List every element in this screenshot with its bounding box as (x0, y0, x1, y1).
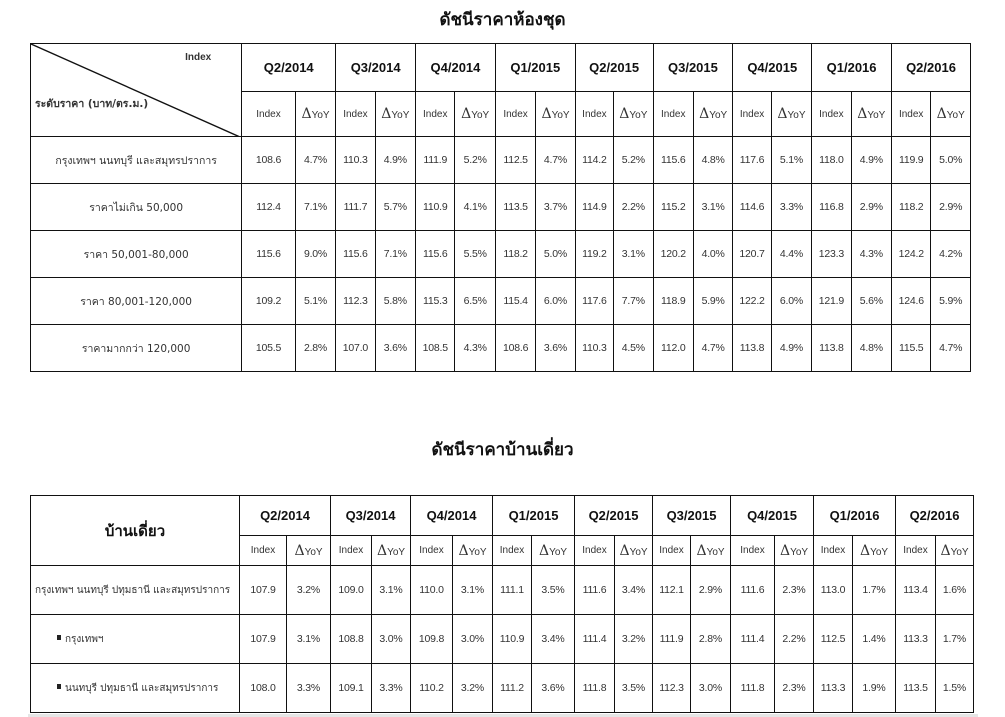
quarter-header: Q2/2015 (575, 496, 653, 536)
yoy-value: 4.2% (931, 231, 971, 278)
row-label (31, 566, 240, 615)
subheader-delta-yoy (536, 92, 575, 137)
index-value: 110.0 (411, 566, 453, 615)
yoy-value: 3.2% (453, 664, 493, 713)
index-value: 108.6 (495, 325, 535, 372)
index-value: 113.4 (896, 566, 936, 615)
yoy-value: 2.9% (931, 184, 971, 231)
yoy-value: 4.0% (693, 231, 732, 278)
index-value: 108.5 (416, 325, 455, 372)
yoy-label: YoY (471, 110, 490, 121)
yoy-label: YoY (709, 110, 728, 121)
table-row (31, 615, 974, 664)
yoy-value: 3.0% (453, 615, 493, 664)
corner-price-level-label: ระดับราคา (บาท/ตร.ม.) (35, 98, 149, 110)
yoy-value: 4.9% (375, 137, 415, 184)
yoy-value: 3.6% (375, 325, 415, 372)
delta-symbol: Δ (619, 106, 630, 122)
yoy-value: 6.0% (536, 278, 575, 325)
index-value: 115.2 (653, 184, 693, 231)
index-value: 109.8 (411, 615, 453, 664)
yoy-label: YoY (867, 110, 886, 121)
yoy-value: 7.7% (614, 278, 653, 325)
yoy-value: 2.9% (851, 184, 891, 231)
index-value: 121.9 (812, 278, 851, 325)
index-value: 111.1 (493, 566, 532, 615)
index-value: 110.3 (336, 137, 375, 184)
index-value: 107.9 (240, 615, 287, 664)
subheader-index: Index (653, 536, 691, 566)
subheader-index: Index (416, 92, 455, 137)
index-value: 111.2 (493, 664, 532, 713)
subheader-index: Index (733, 92, 771, 137)
index-value: 110.9 (493, 615, 532, 664)
yoy-value: 3.6% (536, 325, 575, 372)
yoy-value: 3.5% (615, 664, 653, 713)
subheader-delta-yoy (614, 92, 653, 137)
yoy-value: 5.9% (931, 278, 971, 325)
index-value: 109.2 (242, 278, 296, 325)
table-row (31, 664, 974, 713)
yoy-value: 3.7% (536, 184, 575, 231)
yoy-value: 3.1% (453, 566, 493, 615)
index-value: 115.6 (336, 231, 375, 278)
index-value: 107.9 (240, 566, 287, 615)
index-value: 112.5 (495, 137, 535, 184)
yoy-value: 1.9% (853, 664, 896, 713)
yoy-value: 5.5% (455, 231, 495, 278)
quarter-header: Q3/2015 (653, 496, 731, 536)
yoy-value: 4.7% (536, 137, 575, 184)
yoy-label: YoY (946, 110, 965, 121)
yoy-value: 4.3% (851, 231, 891, 278)
index-value: 111.6 (575, 566, 615, 615)
index-value: 112.3 (336, 278, 375, 325)
yoy-label: YoY (950, 546, 969, 558)
yoy-value: 3.1% (372, 566, 411, 615)
yoy-value: 9.0% (295, 231, 335, 278)
yoy-value: 2.9% (691, 566, 731, 615)
subheader-delta-yoy (771, 92, 811, 137)
yoy-value: 3.5% (532, 566, 575, 615)
subheader-index: Index (575, 92, 613, 137)
subheader-delta-yoy (453, 536, 493, 566)
index-value: 112.0 (653, 325, 693, 372)
subheader-index: Index (240, 536, 287, 566)
index-value: 115.3 (416, 278, 455, 325)
quarter-header: Q2/2014 (242, 44, 336, 92)
delta-symbol: Δ (859, 542, 871, 559)
delta-symbol: Δ (779, 542, 791, 559)
yoy-value: 4.7% (295, 137, 335, 184)
yoy-value: 3.1% (614, 231, 653, 278)
yoy-value: 7.1% (375, 231, 415, 278)
quarter-header: Q1/2015 (495, 44, 575, 92)
condo-price-index-table (30, 43, 971, 372)
index-value: 118.2 (892, 184, 931, 231)
row-label-text: กรุงเทพฯ นนทบุรี ปทุมธานี และสมุทรปราการ (35, 584, 231, 596)
yoy-label: YoY (311, 110, 330, 121)
row-label: ราคาไม่เกิน 50,000 (31, 184, 242, 231)
index-value: 111.4 (731, 615, 775, 664)
yoy-value: 4.4% (771, 231, 811, 278)
row-label-text: กรุงเทพฯ (65, 633, 104, 645)
quarter-header: Q4/2014 (411, 496, 493, 536)
subheader-index: Index (896, 536, 936, 566)
quarter-header: Q2/2016 (896, 496, 974, 536)
subheader-delta-yoy (853, 536, 896, 566)
yoy-value: 3.6% (532, 664, 575, 713)
subheader-index: Index (331, 536, 372, 566)
quarter-header: Q2/2014 (240, 496, 331, 536)
delta-symbol: Δ (936, 106, 947, 122)
yoy-value: 5.7% (375, 184, 415, 231)
quarter-header: Q4/2015 (731, 496, 814, 536)
yoy-label: YoY (629, 110, 648, 121)
yoy-value: 2.8% (295, 325, 335, 372)
row-label (31, 615, 240, 664)
subheader-delta-yoy (532, 536, 575, 566)
delta-symbol: Δ (777, 106, 788, 122)
delta-symbol: Δ (541, 106, 552, 122)
yoy-value: 5.2% (455, 137, 495, 184)
yoy-value: 1.7% (936, 615, 974, 664)
subheader-index: Index (493, 536, 532, 566)
yoy-value: 3.0% (372, 615, 411, 664)
delta-symbol: Δ (857, 106, 868, 122)
index-value: 113.5 (896, 664, 936, 713)
yoy-value: 4.1% (455, 184, 495, 231)
yoy-value: 4.9% (851, 137, 891, 184)
yoy-value: 5.2% (614, 137, 653, 184)
index-value: 113.8 (733, 325, 771, 372)
index-value: 114.2 (575, 137, 613, 184)
yoy-value: 5.0% (536, 231, 575, 278)
quarter-header: Q1/2016 (814, 496, 896, 536)
yoy-value: 3.4% (615, 566, 653, 615)
subheader-index: Index (653, 92, 693, 137)
delta-symbol: Δ (699, 106, 710, 122)
yoy-value: 5.1% (295, 278, 335, 325)
subheader-delta-yoy (615, 536, 653, 566)
subheader-delta-yoy (931, 92, 971, 137)
index-value: 114.9 (575, 184, 613, 231)
index-value: 115.6 (416, 231, 455, 278)
subheader-delta-yoy (851, 92, 891, 137)
subheader-index: Index (411, 536, 453, 566)
subheader-index: Index (812, 92, 851, 137)
yoy-value: 4.3% (455, 325, 495, 372)
yoy-value: 5.1% (771, 137, 811, 184)
quarter-header: Q4/2015 (733, 44, 812, 92)
quarter-header: Q1/2015 (493, 496, 575, 536)
index-value: 115.6 (242, 231, 296, 278)
yoy-label: YoY (387, 546, 406, 558)
yoy-label: YoY (551, 110, 570, 121)
yoy-value: 4.8% (693, 137, 732, 184)
yoy-label: YoY (870, 546, 889, 558)
table-row (31, 137, 971, 184)
subheader-index: Index (731, 536, 775, 566)
index-value: 114.6 (733, 184, 771, 231)
delta-symbol: Δ (538, 542, 550, 559)
row-label: ราคา 50,001-80,000 (31, 231, 242, 278)
delta-symbol: Δ (940, 542, 951, 559)
yoy-value: 3.3% (287, 664, 331, 713)
yoy-value: 1.5% (936, 664, 974, 713)
yoy-value: 2.2% (775, 615, 814, 664)
yoy-value: 3.2% (615, 615, 653, 664)
subheader-delta-yoy (691, 536, 731, 566)
quarter-header: Q3/2015 (653, 44, 733, 92)
index-value: 109.0 (331, 566, 372, 615)
yoy-label: YoY (304, 546, 323, 558)
delta-symbol: Δ (461, 106, 472, 122)
row-label: ราคามากกว่า 120,000 (31, 325, 242, 372)
index-value: 111.8 (731, 664, 775, 713)
condo-table-title: ดัชนีราคาห้องชุด (439, 10, 566, 30)
quarter-header: Q3/2014 (331, 496, 411, 536)
yoy-value: 2.3% (775, 566, 814, 615)
house-table-title: ดัชนีราคาบ้านเดี่ยว (431, 440, 574, 460)
index-value: 116.8 (812, 184, 851, 231)
index-value: 115.5 (892, 325, 931, 372)
index-value: 105.5 (242, 325, 296, 372)
delta-symbol: Δ (619, 542, 630, 559)
table-row (31, 325, 971, 372)
index-value: 111.7 (336, 184, 375, 231)
index-value: 113.5 (495, 184, 535, 231)
subheader-delta-yoy (295, 92, 335, 137)
subheader-delta-yoy (775, 536, 814, 566)
quarter-header: Q2/2016 (892, 44, 971, 92)
yoy-value: 4.9% (771, 325, 811, 372)
yoy-value: 2.2% (614, 184, 653, 231)
index-value: 113.3 (814, 664, 853, 713)
yoy-value: 3.3% (771, 184, 811, 231)
index-value: 124.2 (892, 231, 931, 278)
yoy-value: 4.7% (693, 325, 732, 372)
yoy-value: 4.8% (851, 325, 891, 372)
index-value: 122.2 (733, 278, 771, 325)
yoy-label: YoY (549, 546, 568, 558)
quarter-header: Q3/2014 (336, 44, 416, 92)
index-value: 123.3 (812, 231, 851, 278)
index-value: 119.9 (892, 137, 931, 184)
yoy-value: 2.8% (691, 615, 731, 664)
quarter-header: Q4/2014 (416, 44, 496, 92)
index-value: 118.2 (495, 231, 535, 278)
delta-symbol: Δ (458, 542, 469, 559)
detached-house-price-index-table (30, 495, 974, 713)
index-value: 111.6 (731, 566, 775, 615)
yoy-value: 4.5% (614, 325, 653, 372)
yoy-label: YoY (391, 110, 410, 121)
table-row (31, 566, 974, 615)
subheader-delta-yoy (287, 536, 331, 566)
index-value: 111.9 (416, 137, 455, 184)
index-value: 124.6 (892, 278, 931, 325)
index-value: 113.3 (896, 615, 936, 664)
yoy-value: 3.2% (287, 566, 331, 615)
index-value: 117.6 (575, 278, 613, 325)
yoy-label: YoY (629, 546, 648, 558)
yoy-value: 3.4% (532, 615, 575, 664)
subheader-index: Index (814, 536, 853, 566)
index-value: 115.4 (495, 278, 535, 325)
subheader-index: Index (495, 92, 535, 137)
index-value: 111.4 (575, 615, 615, 664)
delta-symbol: Δ (696, 542, 707, 559)
quarter-header: Q1/2016 (812, 44, 892, 92)
subheader-delta-yoy (372, 536, 411, 566)
table-row (31, 184, 971, 231)
yoy-value: 6.5% (455, 278, 495, 325)
row-label: กรุงเทพฯ นนทบุรี และสมุทรปราการ (31, 137, 242, 184)
subheader-delta-yoy (455, 92, 495, 137)
yoy-value: 7.1% (295, 184, 335, 231)
corner-header: บ้านเดี่ยว (31, 496, 240, 566)
row-label-text: นนทบุรี ปทุมธานี และสมุทรปราการ (65, 682, 219, 694)
subheader-index: Index (242, 92, 296, 137)
yoy-label: YoY (787, 110, 806, 121)
index-value: 112.5 (814, 615, 853, 664)
index-value: 108.6 (242, 137, 296, 184)
subheader-index: Index (336, 92, 375, 137)
yoy-label: YoY (790, 546, 809, 558)
yoy-label: YoY (706, 546, 725, 558)
yoy-value: 3.1% (287, 615, 331, 664)
yoy-value: 1.7% (853, 566, 896, 615)
yoy-value: 3.1% (693, 184, 732, 231)
index-value: 113.0 (814, 566, 853, 615)
table-row (31, 231, 971, 278)
index-value: 110.2 (411, 664, 453, 713)
yoy-value: 1.4% (853, 615, 896, 664)
index-value: 111.9 (653, 615, 691, 664)
index-value: 113.8 (812, 325, 851, 372)
index-value: 111.8 (575, 664, 615, 713)
yoy-value: 3.3% (372, 664, 411, 713)
yoy-value: 5.9% (693, 278, 732, 325)
index-value: 120.2 (653, 231, 693, 278)
yoy-value: 5.0% (931, 137, 971, 184)
delta-symbol: Δ (381, 106, 392, 122)
row-label: ราคา 80,001-120,000 (31, 278, 242, 325)
yoy-value: 5.8% (375, 278, 415, 325)
subheader-index: Index (892, 92, 931, 137)
yoy-value: 5.6% (851, 278, 891, 325)
delta-symbol: Δ (301, 106, 312, 122)
subheader-index: Index (575, 536, 615, 566)
quarter-header: Q2/2015 (575, 44, 653, 92)
index-value: 115.6 (653, 137, 693, 184)
diagonal-corner-header (31, 44, 242, 137)
table-row (31, 278, 971, 325)
yoy-value: 6.0% (771, 278, 811, 325)
index-value: 110.3 (575, 325, 613, 372)
index-value: 119.2 (575, 231, 613, 278)
yoy-value: 2.3% (775, 664, 814, 713)
index-value: 120.7 (733, 231, 771, 278)
subheader-delta-yoy (693, 92, 732, 137)
index-value: 108.0 (240, 664, 287, 713)
yoy-value: 3.0% (691, 664, 731, 713)
index-value: 112.3 (653, 664, 691, 713)
header-row-quarters (31, 44, 971, 92)
index-value: 108.8 (331, 615, 372, 664)
index-value: 109.1 (331, 664, 372, 713)
yoy-label: YoY (468, 546, 487, 558)
corner-index-label: Index (185, 52, 212, 63)
delta-symbol: Δ (294, 542, 305, 559)
yoy-value: 1.6% (936, 566, 974, 615)
bullet-icon (57, 635, 61, 640)
index-value: 107.0 (336, 325, 375, 372)
index-value: 118.0 (812, 137, 851, 184)
index-value: 117.6 (733, 137, 771, 184)
header-row-quarters (31, 496, 974, 536)
bullet-icon (57, 684, 61, 689)
yoy-value: 4.7% (931, 325, 971, 372)
index-value: 110.9 (416, 184, 455, 231)
index-value: 112.1 (653, 566, 691, 615)
row-label (31, 664, 240, 713)
subheader-delta-yoy (936, 536, 974, 566)
index-value: 112.4 (242, 184, 296, 231)
subheader-delta-yoy (375, 92, 415, 137)
index-value: 118.9 (653, 278, 693, 325)
delta-symbol: Δ (376, 542, 388, 559)
